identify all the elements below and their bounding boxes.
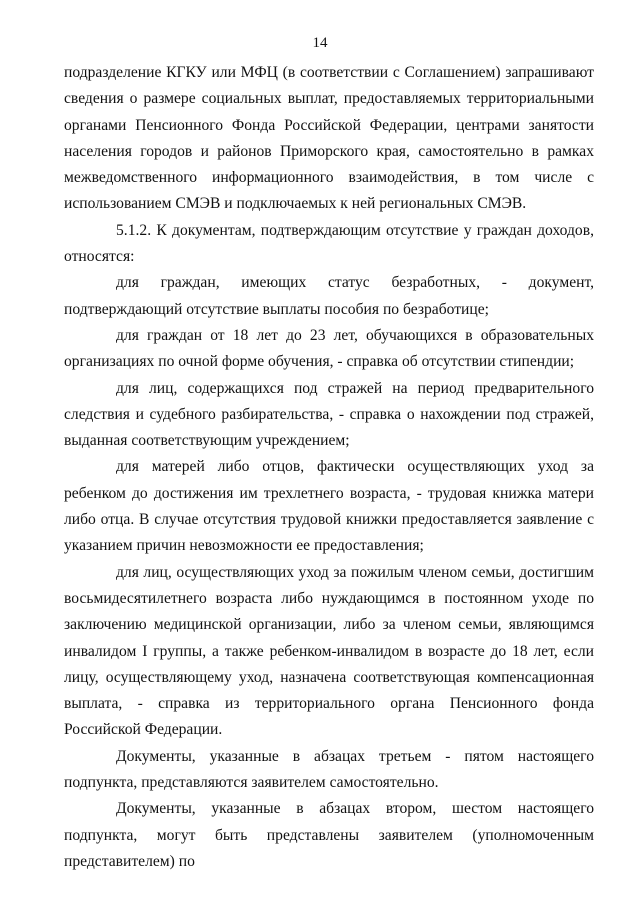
paragraph-detained: для лиц, содержащихся под стражей на период предварительного следствия и судебного разбирательства, - справка о нахождении под стражей, выданная соответствующим учреждением; xyxy=(64,379,594,450)
paragraph-representative: Документы, указанные в абзацах втором, шестом настоящего подпункта, могут быть представлены заявителем (уполномоченным представителем) по xyxy=(64,800,594,870)
paragraph-caregivers: для лиц, осуществляющих уход за пожилым членом семьи, достигшим восьмидесятилетнего возраста либо нуждающимся в постоянном уходе по заключению медицинской организации, либо за членом семьи, являющимся инвалидом I группы, а также ребенком-инвалидом в возрасте до 18 лет, если лицу, осуществляющему уход, назначена соответствующая компенсационная выплата, - справка из территориального органа Пенсионного фонда Российской Федерации. xyxy=(64,563,594,739)
document-body xyxy=(64,60,594,875)
paragraph-continuation: подразделение КГКУ или МФЦ (в соответствии с Соглашением) запрашивают сведения о размере социальных выплат, предоставляемых территориальными органами Пенсионного Фонда Российской Федерации, центрами занятости населения городов и районов Приморского края, самостоятельно в рамках межведомственного информационного взаимодействия, в том числе с использованием СМЭВ и подключаемых к ней региональных СМЭВ. xyxy=(64,64,594,213)
page-number: 14 xyxy=(312,35,328,51)
paragraph-section-5-1-2: 5.1.2. К документам, подтверждающим отсутствие у граждан доходов, относятся: xyxy=(64,221,594,266)
paragraph-parents: для матерей либо отцов, фактически осуществляющих уход за ребенком до достижения им трехлетнего возраста, - трудовая книжка матери либо отца. В случае отсутствия трудовой книжки предоставляется заявление с указанием причин невозможности ее предоставления; xyxy=(64,458,594,555)
paragraph-self-submitted: Документы, указанные в абзацах третьем - пятом настоящего подпункта, представляются заявителем самостоятельно. xyxy=(64,747,594,792)
paragraph-students: для граждан от 18 лет до 23 лет, обучающихся в образовательных организациях по очной форме обучения, - справка об отсутствии стипендии; xyxy=(64,326,594,371)
paragraph-unemployed: для граждан, имеющих статус безработных, - документ, подтверждающий отсутствие выплаты пособия по безработице; xyxy=(64,274,594,318)
